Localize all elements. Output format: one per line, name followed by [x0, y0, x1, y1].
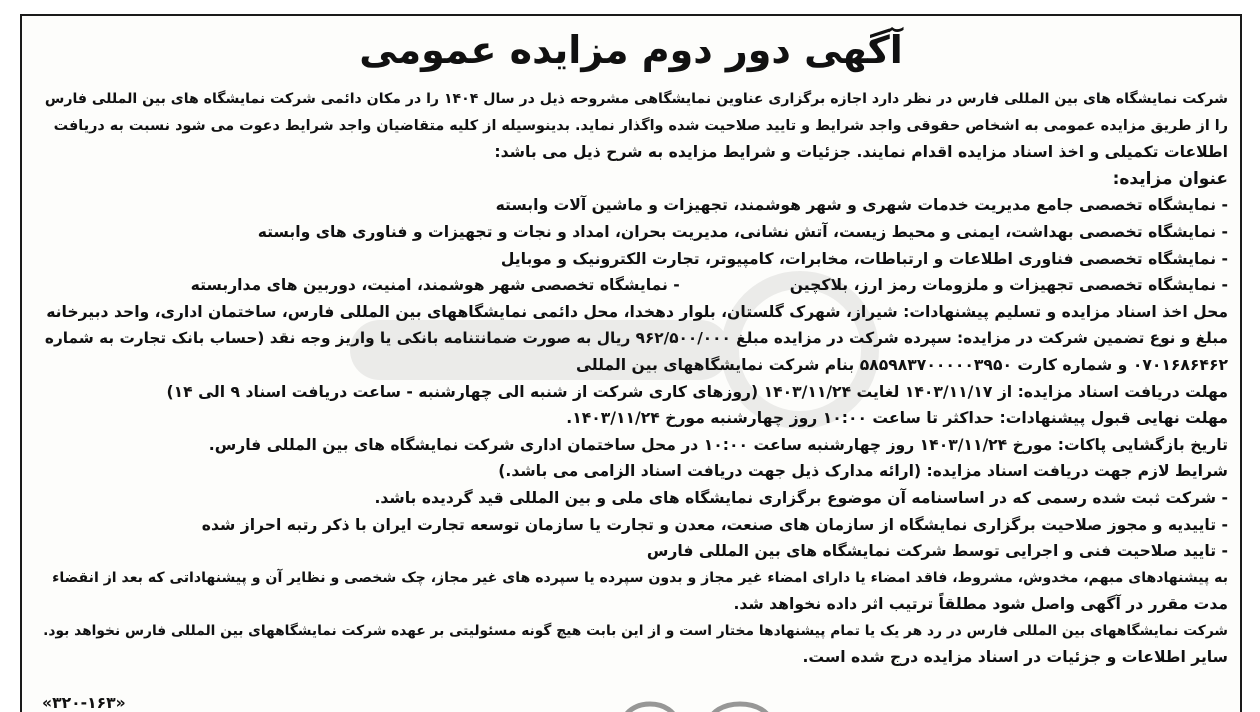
intro-line: را از طریق مزایده عمومی به اشخاص حقوقی واجد شرایط و تایید صلاحیت شده واگذار نماید. بدینوسیله از کلیه متقاضیان واجد شرایط دعوت می شود نسبت به دریافت — [53, 117, 1228, 134]
notice-title: آگهی دور دوم مزایده عمومی — [359, 28, 903, 72]
exhibition-pair-row — [34, 272, 1228, 299]
intro-paragraph — [34, 86, 1228, 166]
requirement-item: - تاییدیه و مجوز صلاحیت برگزاری نمایشگاه از سازمان های صنعت، معدن و تجارت یا سازمان توسعه تجارت ایران با ذکر رتبه احراز شده — [201, 515, 1228, 534]
exhibition-item: - نمایشگاه تخصصی بهداشت، ایمنی و محیط زیست، آتش نشانی، مدیریت بحران، امداد و نجات و تجهیزات و فناوری های وابسته — [257, 222, 1228, 241]
ad-code: «۳۲۰-۱۶۳» — [42, 694, 126, 712]
exhibition-item: - نمایشگاه تخصصی فناوری اطلاعات و ارتباطات، مخابرات، کامپیوتر، تجارت الکترونیک و موبایل — [500, 249, 1228, 268]
intro-line: اطلاعات تکمیلی و اخذ اسناد مزایده اقدام نمایند. جزئیات و شرایط مزایده به شرح ذیل می باشد: — [494, 143, 1228, 162]
opening-date: تاریخ بازگشایی پاکات: مورخ ۱۴۰۳/۱۱/۲۴ روز چهارشنبه ساعت ۱۰:۰۰ در محل ساختمان اداری شرکت نمایشگاه های بین المللی فارس. — [208, 435, 1228, 454]
invalid-bids-line: به پیشنهادهای مبهم، مخدوش، مشروط، فاقد امضاء یا دارای امضاء غیر مجاز و بدون سپرده یا سپرده های غیر مجاز، چک شخصی و نظایر آن و پیشنهاداتی که بعد از انقضاء — [52, 569, 1228, 586]
requirements-heading: شرایط لازم جهت دریافت اسناد مزایده: (ارائه مدارک ذیل جهت دریافت اسناد الزامی می باشد.) — [498, 462, 1228, 481]
requirement-item: - شرکت ثبت شده رسمی که در اساسنامه آن موضوع برگزاری نمایشگاه های ملی و بین المللی قید گردیده باشد. — [374, 488, 1228, 507]
publisher-logo-icon — [620, 694, 780, 712]
exhibition-item: - نمایشگاه تخصصی تجهیزات و ملزومات رمز ارز، بلاکچین — [789, 276, 1228, 295]
invalid-bids-paragraph — [34, 565, 1228, 618]
invalid-bids-line: مدت مقرر در آگهی واصل شود مطلقاً ترتیب اثر داده نخواهد شد. — [733, 595, 1228, 614]
notice-body — [34, 20, 1228, 671]
guarantee-line: ۰۷۰۱۶۸۶۴۶۲ و شماره کارت ۵۸۵۹۸۳۷۰۰۰۰۰۳۹۵۰ بنام شرکت نمایشگاههای بین المللی — [575, 355, 1228, 374]
intro-line: شرکت نمایشگاه های بین المللی فارس در نظر دارد اجازه برگزاری عناوین نمایشگاهی مشروحه ذیل در سال ۱۴۰۴ را در مکان دائمی شرکت نمایشگاه های بین المللی فارس — [44, 91, 1228, 107]
requirement-item: - تایید صلاحیت فنی و اجرایی توسط شرکت نمایشگاه های بین المللی فارس — [646, 542, 1228, 561]
exhibition-item: - نمایشگاه تخصصی جامع مدیریت خدمات شهری و شهر هوشمند، تجهیزات و ماشین آلات وابسته — [495, 196, 1228, 215]
guarantee-line: مبلغ و نوع تضمین شرکت در مزایده: سپرده شرکت در مزایده مبلغ ۹۶۲/۵۰۰/۰۰۰ ریال به صورت ضمانتنامه بانکی یا واریز وجه نقد (حساب بانک تجارت به شماره — [44, 329, 1228, 348]
auction-subject-heading: عنوان مزایده: — [1112, 168, 1228, 189]
guarantee-paragraph — [34, 325, 1228, 378]
final-line: سایر اطلاعات و جزئیات در اسناد مزایده درج شده است. — [802, 648, 1228, 667]
disclaimer: شرکت نمایشگاههای بین المللی فارس در رد هر یک یا تمام پیشنهادها مختار است و از این بابت هیچ گونه مسئولیتی بر عهده شرکت نمایشگاههای بین المللی فارس نخواهد بود. — [43, 622, 1228, 639]
exhibition-item: - نمایشگاه تخصصی شهر هوشمند، امنیت، دوربین های مداربسته — [190, 276, 680, 295]
submission-deadline: مهلت نهایی قبول پیشنهادات: حداکثر تا ساعت ۱۰:۰۰ روز چهارشنبه مورخ ۱۴۰۳/۱۱/۲۴. — [566, 409, 1228, 428]
documents-location: محل اخذ اسناد مزایده و تسلیم پیشنهادات: شیراز، شهرک گلستان، بلوار دهخدا، محل دائمی نمایشگاههای بین المللی فارس، ساختمان اداری، واحد دبیرخانه — [46, 302, 1228, 321]
document-deadline: مهلت دریافت اسناد مزایده: از ۱۴۰۳/۱۱/۱۷ لغایت ۱۴۰۳/۱۱/۲۴ (روزهای کاری شرکت از شنبه الی چهارشنبه - ساعت دریافت اسناد ۹ الی ۱۴) — [166, 382, 1228, 401]
